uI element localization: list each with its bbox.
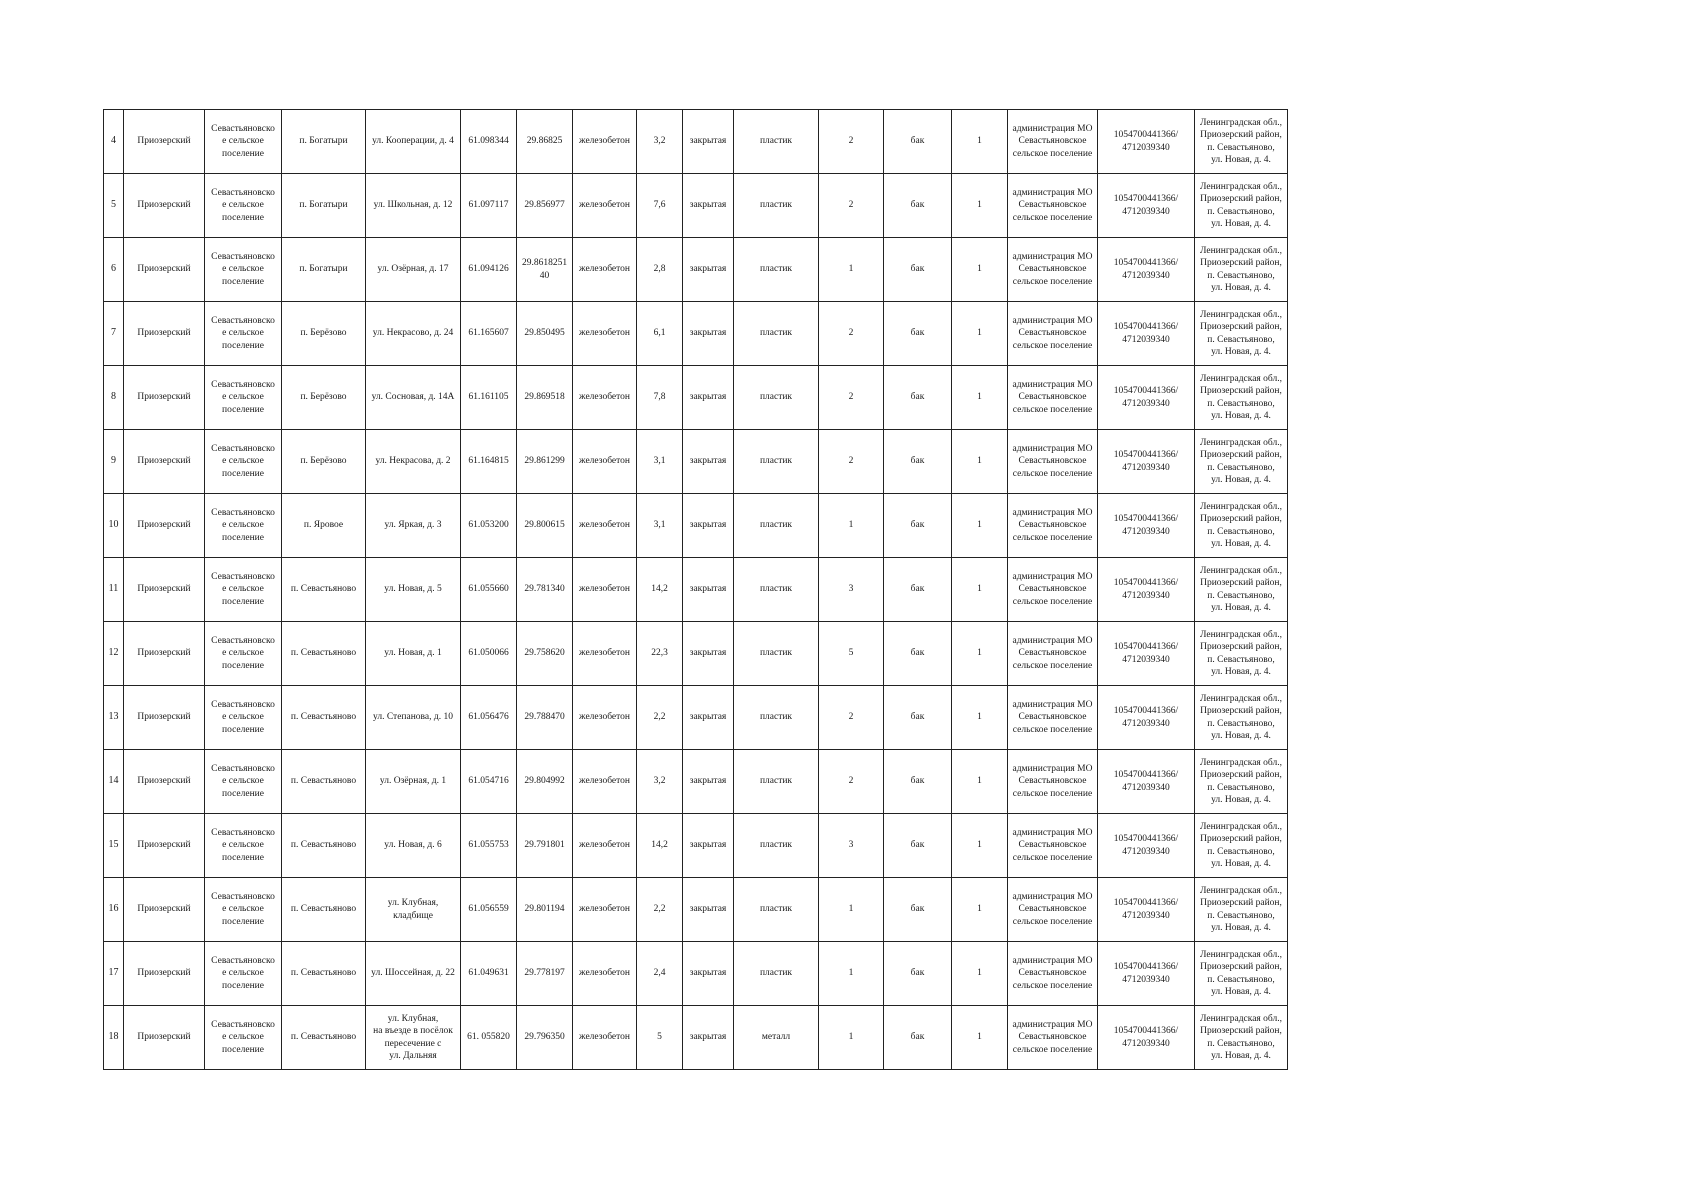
cell-locality: п. Яровое (282, 494, 366, 558)
table-row (104, 686, 1288, 750)
cell-settlement: Севастьяновско е сельское поселение (205, 110, 282, 174)
cell-lon: 29.791801 (517, 814, 573, 878)
cell-material: пластик (734, 302, 819, 366)
cell-container-qty: 1 (952, 942, 1008, 1006)
cell-inn: 1054700441366/ 4712039340 (1098, 110, 1195, 174)
container-sites-table (103, 109, 1288, 1070)
cell-address: ул. Новая, д. 1 (366, 622, 461, 686)
cell-settlement: Севастьяновско е сельское поселение (205, 558, 282, 622)
cell-inn: 1054700441366/ 4712039340 (1098, 686, 1195, 750)
cell-lon: 29.8618251 40 (517, 238, 573, 302)
table-body (104, 110, 1288, 1070)
cell-material: пластик (734, 750, 819, 814)
cell-container-qty: 1 (952, 878, 1008, 942)
cell-address: ул. Озёрная, д. 1 (366, 750, 461, 814)
cell-area: 2,8 (637, 238, 683, 302)
cell-container-type: бак (884, 110, 952, 174)
cell-fence: закрытая (683, 622, 734, 686)
cell-base: железобетон (573, 238, 637, 302)
cell-owner: администрация МО Севастьяновское сельское поселение (1008, 430, 1098, 494)
cell-lon: 29.850495 (517, 302, 573, 366)
cell-num: 12 (104, 622, 124, 686)
cell-inn: 1054700441366/ 4712039340 (1098, 942, 1195, 1006)
cell-inn: 1054700441366/ 4712039340 (1098, 750, 1195, 814)
cell-district: Приозерский (124, 686, 205, 750)
cell-locality: п. Севастьяново (282, 942, 366, 1006)
cell-owner-address: Ленинградская обл., Приозерский район, п. Севастьяново, ул. Новая, д. 4. (1195, 366, 1288, 430)
cell-material: пластик (734, 878, 819, 942)
cell-owner: администрация МО Севастьяновское сельское поселение (1008, 302, 1098, 366)
cell-base: железобетон (573, 686, 637, 750)
cell-base: железобетон (573, 558, 637, 622)
cell-address: ул. Шоссейная, д. 22 (366, 942, 461, 1006)
cell-base: железобетон (573, 430, 637, 494)
cell-num: 4 (104, 110, 124, 174)
cell-owner: администрация МО Севастьяновское сельское поселение (1008, 942, 1098, 1006)
cell-container-count: 3 (819, 558, 884, 622)
table-row (104, 494, 1288, 558)
cell-settlement: Севастьяновско е сельское поселение (205, 174, 282, 238)
cell-owner-address: Ленинградская обл., Приозерский район, п. Севастьяново, ул. Новая, д. 4. (1195, 494, 1288, 558)
cell-address: ул. Клубная, на въезде в посёлок пересечение с ул. Дальняя (366, 1006, 461, 1070)
cell-locality: п. Богатыри (282, 110, 366, 174)
cell-district: Приозерский (124, 878, 205, 942)
cell-owner-address: Ленинградская обл., Приозерский район, п. Севастьяново, ул. Новая, д. 4. (1195, 622, 1288, 686)
cell-num: 10 (104, 494, 124, 558)
cell-container-qty: 1 (952, 750, 1008, 814)
cell-locality: п. Севастьяново (282, 750, 366, 814)
cell-container-type: бак (884, 366, 952, 430)
cell-area: 3,1 (637, 494, 683, 558)
cell-container-type: бак (884, 622, 952, 686)
cell-lon: 29.861299 (517, 430, 573, 494)
cell-area: 2,2 (637, 878, 683, 942)
cell-container-type: бак (884, 558, 952, 622)
cell-settlement: Севастьяновско е сельское поселение (205, 430, 282, 494)
cell-base: железобетон (573, 878, 637, 942)
cell-lat: 61.097117 (461, 174, 517, 238)
cell-base: железобетон (573, 302, 637, 366)
cell-settlement: Севастьяновско е сельское поселение (205, 750, 282, 814)
cell-container-qty: 1 (952, 110, 1008, 174)
cell-locality: п. Севастьяново (282, 686, 366, 750)
cell-material: пластик (734, 238, 819, 302)
cell-num: 17 (104, 942, 124, 1006)
cell-container-type: бак (884, 942, 952, 1006)
cell-lon: 29.796350 (517, 1006, 573, 1070)
table-row (104, 302, 1288, 366)
cell-area: 3,1 (637, 430, 683, 494)
cell-address: ул. Некрасова, д. 2 (366, 430, 461, 494)
cell-locality: п. Берёзово (282, 302, 366, 366)
cell-material: пластик (734, 366, 819, 430)
table-row (104, 750, 1288, 814)
cell-district: Приозерский (124, 110, 205, 174)
cell-district: Приозерский (124, 174, 205, 238)
cell-container-type: бак (884, 814, 952, 878)
cell-locality: п. Берёзово (282, 430, 366, 494)
cell-container-type: бак (884, 878, 952, 942)
cell-container-qty: 1 (952, 686, 1008, 750)
cell-container-type: бак (884, 302, 952, 366)
cell-owner: администрация МО Севастьяновское сельское поселение (1008, 558, 1098, 622)
cell-material: пластик (734, 942, 819, 1006)
cell-fence: закрытая (683, 750, 734, 814)
cell-area: 7,8 (637, 366, 683, 430)
cell-settlement: Севастьяновско е сельское поселение (205, 814, 282, 878)
cell-settlement: Севастьяновско е сельское поселение (205, 622, 282, 686)
cell-lon: 29.856977 (517, 174, 573, 238)
cell-container-count: 1 (819, 1006, 884, 1070)
table-row (104, 942, 1288, 1006)
cell-material: пластик (734, 174, 819, 238)
cell-container-qty: 1 (952, 302, 1008, 366)
cell-owner-address: Ленинградская обл., Приозерский район, п. Севастьяново, ул. Новая, д. 4. (1195, 302, 1288, 366)
cell-lat: 61.049631 (461, 942, 517, 1006)
cell-inn: 1054700441366/ 4712039340 (1098, 494, 1195, 558)
cell-district: Приозерский (124, 430, 205, 494)
cell-material: металл (734, 1006, 819, 1070)
cell-container-count: 2 (819, 750, 884, 814)
cell-fence: закрытая (683, 366, 734, 430)
cell-material: пластик (734, 558, 819, 622)
cell-owner: администрация МО Севастьяновское сельское поселение (1008, 174, 1098, 238)
cell-owner-address: Ленинградская обл., Приозерский район, п. Севастьяново, ул. Новая, д. 4. (1195, 430, 1288, 494)
cell-area: 14,2 (637, 558, 683, 622)
cell-container-type: бак (884, 238, 952, 302)
cell-material: пластик (734, 622, 819, 686)
cell-inn: 1054700441366/ 4712039340 (1098, 814, 1195, 878)
cell-address: ул. Некрасово, д. 24 (366, 302, 461, 366)
table-row (104, 238, 1288, 302)
cell-num: 5 (104, 174, 124, 238)
cell-district: Приозерский (124, 366, 205, 430)
cell-base: железобетон (573, 750, 637, 814)
cell-lon: 29.869518 (517, 366, 573, 430)
table-row (104, 110, 1288, 174)
cell-num: 15 (104, 814, 124, 878)
cell-inn: 1054700441366/ 4712039340 (1098, 1006, 1195, 1070)
cell-owner-address: Ленинградская обл., Приозерский район, п. Севастьяново, ул. Новая, д. 4. (1195, 238, 1288, 302)
cell-container-qty: 1 (952, 1006, 1008, 1070)
cell-lat: 61.055753 (461, 814, 517, 878)
cell-container-count: 5 (819, 622, 884, 686)
cell-lon: 29.778197 (517, 942, 573, 1006)
cell-district: Приозерский (124, 494, 205, 558)
cell-material: пластик (734, 110, 819, 174)
cell-owner-address: Ленинградская обл., Приозерский район, п. Севастьяново, ул. Новая, д. 4. (1195, 814, 1288, 878)
cell-container-qty: 1 (952, 366, 1008, 430)
cell-lat: 61.054716 (461, 750, 517, 814)
cell-lon: 29.801194 (517, 878, 573, 942)
cell-inn: 1054700441366/ 4712039340 (1098, 238, 1195, 302)
cell-inn: 1054700441366/ 4712039340 (1098, 430, 1195, 494)
table-row (104, 1006, 1288, 1070)
cell-owner: администрация МО Севастьяновское сельское поселение (1008, 238, 1098, 302)
cell-locality: п. Севастьяново (282, 814, 366, 878)
cell-num: 14 (104, 750, 124, 814)
cell-container-count: 1 (819, 238, 884, 302)
cell-settlement: Севастьяновско е сельское поселение (205, 686, 282, 750)
cell-lat: 61.050066 (461, 622, 517, 686)
cell-fence: закрытая (683, 878, 734, 942)
cell-lat: 61.094126 (461, 238, 517, 302)
cell-inn: 1054700441366/ 4712039340 (1098, 302, 1195, 366)
cell-owner: администрация МО Севастьяновское сельское поселение (1008, 366, 1098, 430)
cell-container-qty: 1 (952, 174, 1008, 238)
cell-lat: 61. 055820 (461, 1006, 517, 1070)
cell-lat: 61.053200 (461, 494, 517, 558)
cell-owner-address: Ленинградская обл., Приозерский район, п. Севастьяново, ул. Новая, д. 4. (1195, 558, 1288, 622)
cell-address: ул. Сосновая, д. 14А (366, 366, 461, 430)
cell-fence: закрытая (683, 558, 734, 622)
cell-lat: 61.165607 (461, 302, 517, 366)
cell-fence: закрытая (683, 1006, 734, 1070)
cell-area: 14,2 (637, 814, 683, 878)
cell-container-type: бак (884, 430, 952, 494)
cell-locality: п. Севастьяново (282, 1006, 366, 1070)
cell-base: железобетон (573, 366, 637, 430)
table-row (104, 878, 1288, 942)
cell-material: пластик (734, 686, 819, 750)
cell-lon: 29.804992 (517, 750, 573, 814)
cell-fence: закрытая (683, 174, 734, 238)
cell-address: ул. Кооперации, д. 4 (366, 110, 461, 174)
cell-fence: закрытая (683, 686, 734, 750)
cell-area: 5 (637, 1006, 683, 1070)
cell-owner-address: Ленинградская обл., Приозерский район, п. Севастьяново, ул. Новая, д. 4. (1195, 1006, 1288, 1070)
cell-owner: администрация МО Севастьяновское сельское поселение (1008, 1006, 1098, 1070)
cell-owner-address: Ленинградская обл., Приозерский район, п. Севастьяново, ул. Новая, д. 4. (1195, 878, 1288, 942)
cell-district: Приозерский (124, 238, 205, 302)
cell-container-count: 1 (819, 878, 884, 942)
cell-district: Приозерский (124, 1006, 205, 1070)
cell-address: ул. Школьная, д. 12 (366, 174, 461, 238)
cell-settlement: Севастьяновско е сельское поселение (205, 942, 282, 1006)
cell-container-type: бак (884, 1006, 952, 1070)
cell-district: Приозерский (124, 622, 205, 686)
cell-num: 18 (104, 1006, 124, 1070)
cell-area: 2,4 (637, 942, 683, 1006)
cell-base: железобетон (573, 110, 637, 174)
cell-owner: администрация МО Севастьяновское сельское поселение (1008, 686, 1098, 750)
cell-num: 13 (104, 686, 124, 750)
cell-lon: 29.788470 (517, 686, 573, 750)
cell-container-count: 2 (819, 110, 884, 174)
cell-inn: 1054700441366/ 4712039340 (1098, 174, 1195, 238)
cell-locality: п. Богатыри (282, 238, 366, 302)
cell-area: 6,1 (637, 302, 683, 366)
cell-container-count: 2 (819, 366, 884, 430)
cell-fence: закрытая (683, 302, 734, 366)
cell-fence: закрытая (683, 494, 734, 558)
cell-num: 16 (104, 878, 124, 942)
cell-num: 9 (104, 430, 124, 494)
cell-settlement: Севастьяновско е сельское поселение (205, 878, 282, 942)
cell-owner: администрация МО Севастьяновское сельское поселение (1008, 494, 1098, 558)
cell-fence: закрытая (683, 430, 734, 494)
cell-owner-address: Ленинградская обл., Приозерский район, п. Севастьяново, ул. Новая, д. 4. (1195, 750, 1288, 814)
cell-inn: 1054700441366/ 4712039340 (1098, 878, 1195, 942)
cell-container-qty: 1 (952, 622, 1008, 686)
cell-owner: администрация МО Севастьяновское сельское поселение (1008, 814, 1098, 878)
cell-owner: администрация МО Севастьяновское сельское поселение (1008, 110, 1098, 174)
cell-lon: 29.781340 (517, 558, 573, 622)
cell-district: Приозерский (124, 814, 205, 878)
cell-inn: 1054700441366/ 4712039340 (1098, 366, 1195, 430)
cell-container-qty: 1 (952, 238, 1008, 302)
cell-settlement: Севастьяновско е сельское поселение (205, 1006, 282, 1070)
cell-num: 6 (104, 238, 124, 302)
cell-container-type: бак (884, 174, 952, 238)
cell-area: 7,6 (637, 174, 683, 238)
cell-base: железобетон (573, 174, 637, 238)
cell-container-count: 2 (819, 174, 884, 238)
cell-settlement: Севастьяновско е сельское поселение (205, 366, 282, 430)
cell-container-qty: 1 (952, 558, 1008, 622)
cell-base: железобетон (573, 1006, 637, 1070)
cell-base: железобетон (573, 942, 637, 1006)
cell-num: 11 (104, 558, 124, 622)
cell-container-count: 2 (819, 430, 884, 494)
cell-container-count: 2 (819, 302, 884, 366)
table-row (104, 366, 1288, 430)
cell-container-count: 1 (819, 942, 884, 1006)
table-row (104, 174, 1288, 238)
cell-locality: п. Севастьяново (282, 622, 366, 686)
cell-container-type: бак (884, 686, 952, 750)
cell-inn: 1054700441366/ 4712039340 (1098, 622, 1195, 686)
cell-container-qty: 1 (952, 430, 1008, 494)
cell-lat: 61.098344 (461, 110, 517, 174)
cell-material: пластик (734, 814, 819, 878)
cell-address: ул. Клубная, кладбище (366, 878, 461, 942)
cell-fence: закрытая (683, 110, 734, 174)
cell-address: ул. Новая, д. 6 (366, 814, 461, 878)
cell-locality: п. Севастьяново (282, 878, 366, 942)
cell-owner-address: Ленинградская обл., Приозерский район, п. Севастьяново, ул. Новая, д. 4. (1195, 942, 1288, 1006)
cell-area: 22,3 (637, 622, 683, 686)
cell-base: железобетон (573, 494, 637, 558)
cell-lat: 61.164815 (461, 430, 517, 494)
cell-fence: закрытая (683, 814, 734, 878)
cell-num: 8 (104, 366, 124, 430)
cell-lat: 61.056559 (461, 878, 517, 942)
cell-settlement: Севастьяновско е сельское поселение (205, 302, 282, 366)
cell-lon: 29.86825 (517, 110, 573, 174)
cell-container-type: бак (884, 750, 952, 814)
cell-address: ул. Новая, д. 5 (366, 558, 461, 622)
cell-owner-address: Ленинградская обл., Приозерский район, п. Севастьяново, ул. Новая, д. 4. (1195, 174, 1288, 238)
cell-area: 3,2 (637, 750, 683, 814)
cell-district: Приозерский (124, 302, 205, 366)
cell-settlement: Севастьяновско е сельское поселение (205, 238, 282, 302)
cell-lat: 61.056476 (461, 686, 517, 750)
cell-inn: 1054700441366/ 4712039340 (1098, 558, 1195, 622)
cell-fence: закрытая (683, 238, 734, 302)
cell-num: 7 (104, 302, 124, 366)
cell-locality: п. Богатыри (282, 174, 366, 238)
cell-fence: закрытая (683, 942, 734, 1006)
cell-area: 3,2 (637, 110, 683, 174)
cell-container-type: бак (884, 494, 952, 558)
cell-container-qty: 1 (952, 814, 1008, 878)
cell-district: Приозерский (124, 942, 205, 1006)
cell-area: 2,2 (637, 686, 683, 750)
cell-container-qty: 1 (952, 494, 1008, 558)
cell-address: ул. Озёрная, д. 17 (366, 238, 461, 302)
cell-owner: администрация МО Севастьяновское сельское поселение (1008, 622, 1098, 686)
cell-owner: администрация МО Севастьяновское сельское поселение (1008, 750, 1098, 814)
table-row (104, 558, 1288, 622)
cell-lat: 61.055660 (461, 558, 517, 622)
cell-district: Приозерский (124, 750, 205, 814)
cell-base: железобетон (573, 622, 637, 686)
cell-container-count: 2 (819, 686, 884, 750)
cell-container-count: 3 (819, 814, 884, 878)
table-row (104, 622, 1288, 686)
cell-address: ул. Степанова, д. 10 (366, 686, 461, 750)
cell-settlement: Севастьяновско е сельское поселение (205, 494, 282, 558)
cell-address: ул. Яркая, д. 3 (366, 494, 461, 558)
cell-lat: 61.161105 (461, 366, 517, 430)
cell-locality: п. Севастьяново (282, 558, 366, 622)
cell-material: пластик (734, 430, 819, 494)
cell-material: пластик (734, 494, 819, 558)
cell-owner: администрация МО Севастьяновское сельское поселение (1008, 878, 1098, 942)
cell-lon: 29.800615 (517, 494, 573, 558)
table-row (104, 430, 1288, 494)
cell-district: Приозерский (124, 558, 205, 622)
cell-owner-address: Ленинградская обл., Приозерский район, п. Севастьяново, ул. Новая, д. 4. (1195, 110, 1288, 174)
table-row (104, 814, 1288, 878)
cell-container-count: 1 (819, 494, 884, 558)
cell-lon: 29.758620 (517, 622, 573, 686)
cell-locality: п. Берёзово (282, 366, 366, 430)
cell-base: железобетон (573, 814, 637, 878)
cell-owner-address: Ленинградская обл., Приозерский район, п. Севастьяново, ул. Новая, д. 4. (1195, 686, 1288, 750)
